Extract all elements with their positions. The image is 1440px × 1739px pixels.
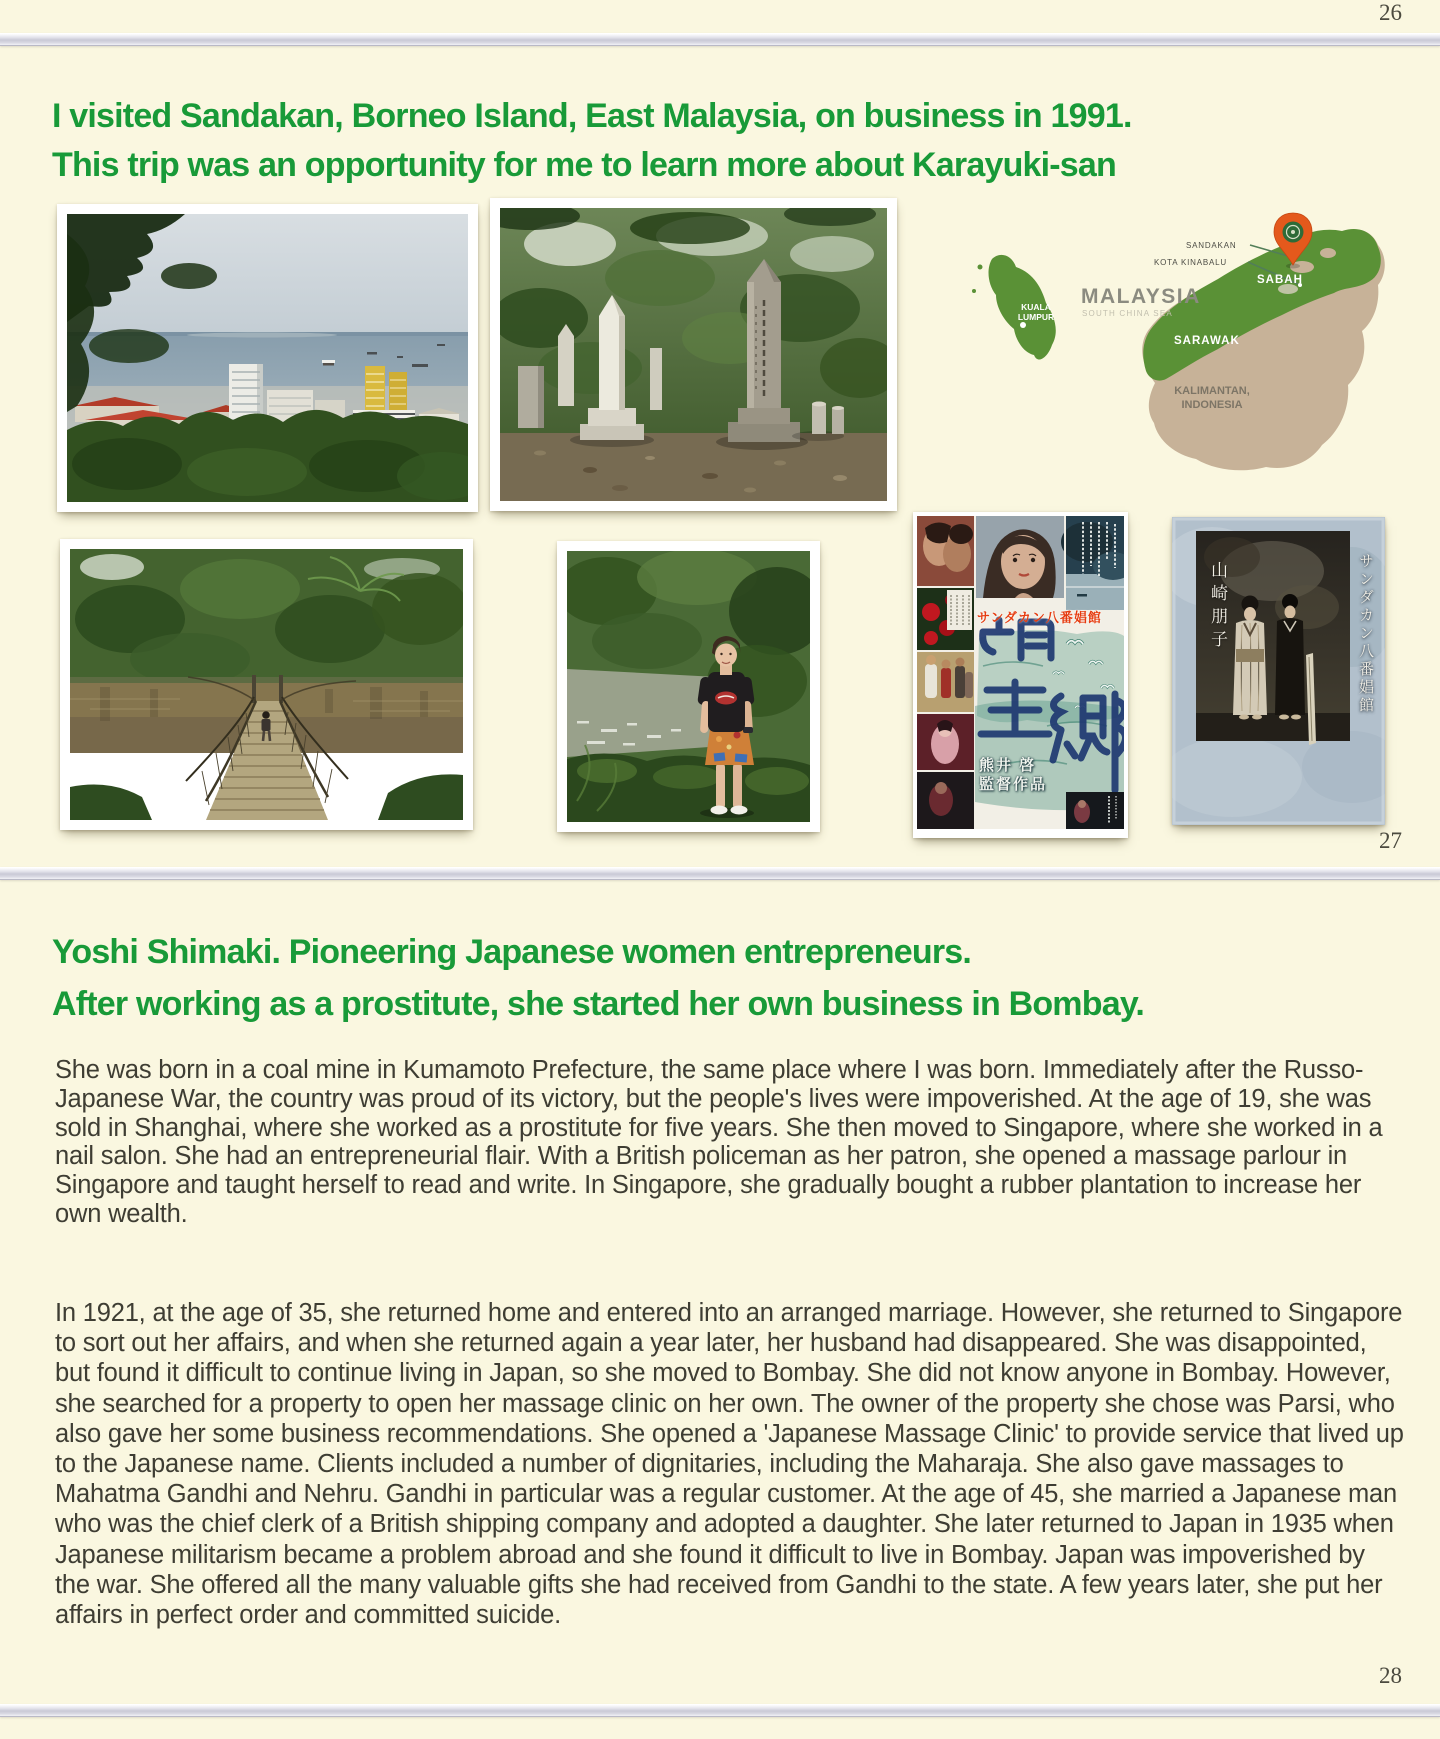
slide-divider-middle (0, 867, 1440, 880)
slide1-heading-line2: This trip was an opportunity for me to learn more about Karayuki-san (52, 146, 1116, 184)
photo-sandakan-city-view (57, 204, 478, 512)
photo-woman-by-river (557, 541, 820, 832)
page-number-27: 27 (1379, 828, 1402, 853)
slide-divider-top (0, 33, 1440, 46)
woman-by-river-image (567, 551, 810, 822)
suspension-bridge-image (70, 549, 463, 820)
slide2-heading-line1: Yoshi Shimaki. Pioneering Japanese women entrepreneurs. (52, 933, 972, 971)
book-cover-image (1172, 517, 1385, 825)
malaysia-map-image (950, 203, 1395, 473)
poster-credit-director-name: 熊井 啓 (979, 757, 1037, 774)
slide2-paragraph-1: She was born in a coal mine in Kumamoto Prefecture, the same place where I was born. Immediately after the Russo-Japanese War, the country was proud of its victory, but the people's lives were impoverished. At the age of 19, she was sold in Shanghai, where she worked as a prostitute for five years. She then moved to Singapore, where she worked in a nail salon. She had an entrepreneurial flair. With a British policeman as her patron, she opened a massage parlour in Singapore and taught herself to read and write. In Singapore, she gradually bought a rubber plantation to increase her own wealth. (55, 1056, 1383, 1228)
map-label-sabah: SABAH (1257, 274, 1303, 286)
map-label-sandakan: SANDAKAN (1186, 241, 1237, 250)
slide2-paragraph-2: In 1921, at the age of 35, she returned home and entered into an arranged marriage. However, she returned to Singapore to sort out her affairs, and when she returned again a year later, her husband had disappeared. She was disappointed, but found it difficult to continue living in Japan, so she moved to Bombay. She did not know anyone in Bombay. However, she searched for a property to open her massage clinic on her own. The owner of the property she chose was Parsi, who also gave her some business recommendations. She opened a 'Japanese Massage Clinic' to provide service that lived up to the Japanese name. Clients included a number of dignitaries, including the Maharaja. She also gave massages to Mahatma Gandhi and Nehru. Gandhi in particular was a regular customer. At the age of 45, she married a Japanese man who was the chief clerk of a British shipping company and adopted a daughter. She later returned to Japan in 1935 when Japanese militarism became a problem abroad and she found it difficult to live in Bombay. Japan was impoverished by the war. She offered all the many valuable gifts she had received from Gandhi to the state. A few years later, she put her affairs in perfect order and committed suicide. (55, 1299, 1404, 1630)
page-number-28: 28 (1379, 1663, 1402, 1688)
map-label-kalimantan-2: INDONESIA (1181, 399, 1243, 411)
map-label-sarawak: SARAWAK (1174, 335, 1240, 347)
photo-suspension-bridge (60, 539, 473, 830)
photo-japanese-cemetery (490, 198, 897, 511)
book-cover-sandakan-brothel-8 (1172, 517, 1385, 825)
map-label-kota-kinabalu: KOTA KINABALU (1154, 258, 1227, 267)
slide1-heading-line1: I visited Sandakan, Borneo Island, East Malaysia, on business in 1991. (52, 97, 1132, 135)
poster-credit-director-title: 監督作品 (979, 776, 1048, 793)
map-label-kuala-1: KUALA (1021, 302, 1051, 312)
japanese-cemetery-image (500, 208, 887, 501)
map-label-kalimantan-1: KALIMANTAN, (1174, 385, 1250, 397)
slide1-heading (52, 92, 1132, 190)
slide2-heading (52, 926, 1144, 1030)
book-author-name: 山崎朋子 (1208, 561, 1227, 653)
map-label-south-china-sea: SOUTH CHINA SEA (1082, 309, 1173, 318)
slide-divider-bottom (0, 1704, 1440, 1717)
book-title: サンダカン八番娼館 (1357, 553, 1374, 715)
map-label-kuala-2: LUMPUR (1017, 312, 1055, 322)
page-number-26: 26 (1379, 0, 1402, 25)
malaysia-map (950, 203, 1395, 478)
movie-poster-sandakan-8 (913, 512, 1128, 838)
slide2-heading-line2: After working as a prostitute, she started her own business in Bombay. (52, 985, 1145, 1023)
poster-title: サンダカン八番娼館 (977, 610, 1102, 625)
sandakan-city-view-image (67, 214, 468, 502)
map-label-malaysia: MALAYSIA (1081, 285, 1201, 308)
